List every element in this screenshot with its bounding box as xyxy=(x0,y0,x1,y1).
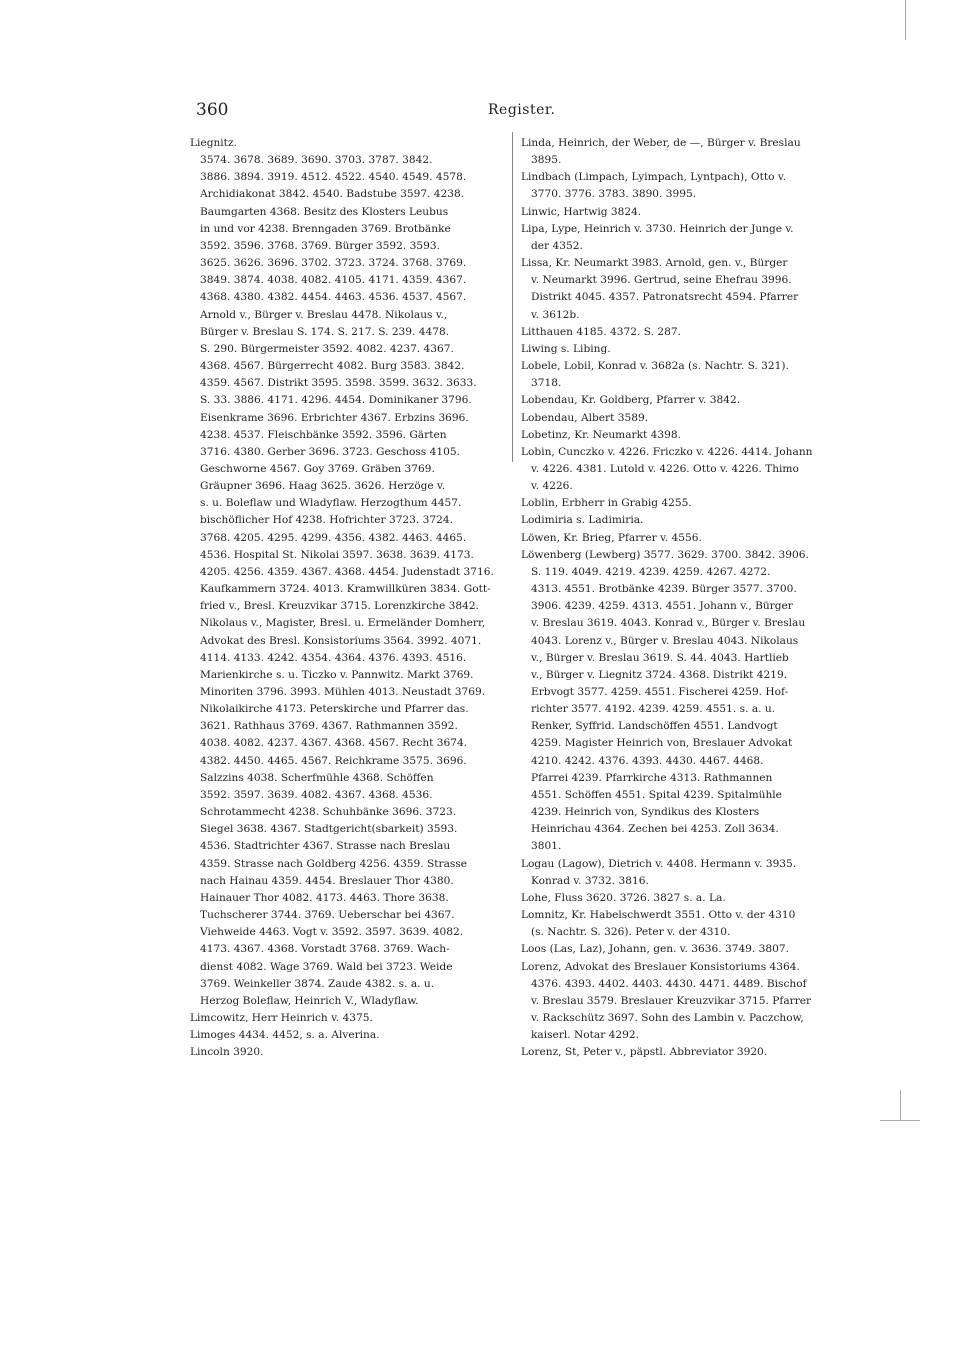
entry-continuation: Advokat des Bresl. Konsistoriums 3564. 3992. 4071. xyxy=(200,634,482,647)
entry-continuation: 3592. 3596. 3768. 3769. Bürger 3592. 3593. xyxy=(200,239,440,252)
entry-continuation: Geschworne 4567. Goy 3769. Gräben 3769. xyxy=(200,462,435,475)
index-entry xyxy=(521,169,841,203)
entry-continuation: 4043. Lorenz v., Bürger v. Breslau 4043. Nikolaus xyxy=(531,634,799,647)
index-entry xyxy=(521,907,841,941)
entry-continuation: 4238. 4537. Fleischbänke 3592. 3596. Gärten xyxy=(200,428,447,441)
entry-continuation: 3770. 3776. 3783. 3890. 3995. xyxy=(531,188,697,201)
entry-headline: Liwing s. Libing. xyxy=(521,342,611,355)
left-column xyxy=(190,135,506,1061)
index-entry xyxy=(521,427,841,444)
entry-continuation: kaiserl. Notar 4292. xyxy=(531,1029,639,1042)
entry-continuation: 3849. 3874. 4038. 4082. 4105. 4171. 4359. 4367. xyxy=(200,274,467,287)
index-entry xyxy=(190,1010,506,1027)
entry-continuation: Kaufkammern 3724. 4013. Kramwillküren 3834. Gott- xyxy=(200,583,491,596)
entry-continuation: Gräupner 3696. Haag 3625. 3626. Herzöge v. xyxy=(200,480,446,493)
entry-continuation: Pfarrei 4239. Pfarrkirche 4313. Rathmannen xyxy=(531,771,773,784)
entry-continuation: fried v., Bresl. Kreuzvikar 3715. Lorenzkirche 3842. xyxy=(200,600,479,613)
index-entry xyxy=(521,856,841,890)
entry-headline: Lincoln 3920. xyxy=(190,1046,264,1059)
entry-continuation: Erbvogt 3577. 4259. 4551. Fischerei 4259. Hof- xyxy=(531,686,789,698)
entry-continuation: Distrikt 4045. 4357. Patronatsrecht 4594. Pfarrer xyxy=(531,291,799,304)
entry-headline: Liegnitz. xyxy=(190,137,237,149)
entry-continuation: Schrotammecht 4238. Schuhbänke 3696. 3723. xyxy=(200,806,457,819)
entry-headline: Limcowitz, Herr Heinrich v. 4375. xyxy=(190,1011,373,1024)
entry-continuation: v. 4226. xyxy=(531,480,573,493)
entry-continuation: S. 33. 3886. 4171. 4296. 4454. Dominikaner 3796. xyxy=(200,394,472,407)
entry-continuation: 3769. Weinkeller 3874. Zaude 4382. s. a. u. xyxy=(200,977,435,990)
entry-continuation: v., Bürger v. Liegnitz 3724. 4368. Distrikt 4219. xyxy=(531,668,788,681)
entry-headline: Lorenz, St, Peter v., päpstl. Abbreviator 3920. xyxy=(521,1046,768,1059)
entry-headline: Lorenz, Advokat des Breslauer Konsistoriums 4364. xyxy=(521,960,800,973)
entry-continuation: 4210. 4242. 4376. 4393. 4430. 4467. 4468. xyxy=(531,754,764,767)
index-entry xyxy=(521,444,841,495)
scan-speck xyxy=(900,1090,901,1120)
entry-continuation: Renker, Syffrid. Landschöffen 4551. Landvogt xyxy=(531,720,778,733)
entry-continuation: 3716. 4380. Gerber 3696. 3723. Geschoss 4105. xyxy=(200,445,460,458)
entry-headline: Lobendau, Kr. Goldberg, Pfarrer v. 3842. xyxy=(521,394,741,407)
scan-speck xyxy=(880,1120,920,1121)
entry-continuation: 4551. Schöffen 4551. Spital 4239. Spitalmühle xyxy=(531,788,782,801)
entry-headline: Lohe, Fluss 3620. 3726. 3827 s. a. La. xyxy=(521,891,726,904)
entry-continuation: 4536. Stadtrichter 4367. Strasse nach Breslau xyxy=(200,840,451,853)
index-entry xyxy=(521,530,841,547)
running-head: Register. xyxy=(488,102,556,118)
entry-continuation: 4114. 4133. 4242. 4354. 4364. 4376. 4393. 4516. xyxy=(200,651,467,664)
entry-headline: Linda, Heinrich, der Weber, de —, Bürger v. Breslau xyxy=(521,137,801,149)
entry-continuation: 4239. Heinrich von, Syndikus des Klosters xyxy=(531,806,760,819)
entry-continuation: v. Neumarkt 3996. Gertrud, seine Ehefrau 3996. xyxy=(531,274,792,287)
entry-continuation: 3574. 3678. 3689. 3690. 3703. 3787. 3842. xyxy=(200,154,433,167)
entry-continuation: 3621. Rathhaus 3769. 4367. Rathmannen 3592. xyxy=(200,720,458,733)
entry-continuation: 3592. 3597. 3639. 4082. 4367. 4368. 4536. xyxy=(200,788,433,801)
entry-headline: Lobendau, Albert 3589. xyxy=(521,411,649,424)
entry-continuation: 4359. 4567. Distrikt 3595. 3598. 3599. 3632. 3633. xyxy=(200,377,477,390)
entry-continuation: v., Bürger v. Breslau 3619. S. 44. 4043. Hartlieb xyxy=(531,651,789,664)
entry-headline: Litthauen 4185. 4372. S. 287. xyxy=(521,325,681,338)
entry-headline: Lindbach (Limpach, Lyimpach, Lyntpach), Otto v. xyxy=(521,171,786,184)
entry-continuation: 4368. 4567. Bürgerrecht 4082. Burg 3583. 3842. xyxy=(200,360,465,373)
entry-continuation: v. Breslau 3579. Breslauer Kreuzvikar 3715. Pfarrer xyxy=(531,994,812,1007)
index-entry xyxy=(521,392,841,409)
entry-continuation: 4382. 4450. 4465. 4567. Reichkrame 3575. 3696. xyxy=(200,754,467,767)
entry-headline: Loblin, Erbherr in Grabig 4255. xyxy=(521,497,692,510)
right-column xyxy=(521,135,841,1061)
entry-headline: Lobele, Lobil, Konrad v. 3682a (s. Nachtr. S. 321). xyxy=(521,360,789,373)
entry-continuation: in und vor 4238. Brenngaden 3769. Brotbänke xyxy=(200,222,451,235)
entry-headline: Lipa, Lype, Heinrich v. 3730. Heinrich der Junge v. xyxy=(521,222,794,235)
index-entry xyxy=(521,358,841,392)
entry-headline: Limoges 4434. 4452, s. a. Alverina. xyxy=(190,1029,380,1042)
entry-continuation: 4259. Magister Heinrich von, Breslauer Advokat xyxy=(531,737,793,750)
entry-continuation: Bürger v. Breslau S. 174. S. 217. S. 239. 4478. xyxy=(200,325,450,338)
entry-continuation: Tuchscherer 3744. 3769. Ueberschar bei 4367. xyxy=(200,909,455,922)
entry-continuation: 4368. 4380. 4382. 4454. 4463. 4536. 4537. 4567. xyxy=(200,291,467,304)
index-entry xyxy=(190,1027,506,1044)
entry-continuation: 3718. xyxy=(531,377,562,390)
entry-continuation: 4536. Hospital St. Nikolai 3597. 3638. 3639. 4173. xyxy=(200,548,474,561)
index-entry xyxy=(521,890,841,907)
entry-continuation: Heinrichau 4364. Zechen bei 4253. Zoll 3634. xyxy=(531,823,779,836)
index-entry xyxy=(521,495,841,512)
index-entry xyxy=(521,221,841,255)
entry-continuation: 3801. xyxy=(531,840,562,853)
entry-continuation: Archidiakonat 3842. 4540. Badstube 3597. 4238. xyxy=(200,188,465,201)
index-entry xyxy=(521,410,841,427)
entry-continuation: Siegel 3638. 4367. Stadtgericht(sbarkeit) 3593. xyxy=(200,823,458,836)
entry-continuation: 3886. 3894. 3919. 4512. 4522. 4540. 4549. 4578. xyxy=(200,171,467,184)
entry-continuation: Minoriten 3796. 3993. Mühlen 4013. Neustadt 3769. xyxy=(200,686,486,698)
entry-continuation: S. 290. Bürgermeister 3592. 4082. 4237. 4367. xyxy=(200,342,454,355)
entry-headline: Lodimiria s. Ladimiria. xyxy=(521,514,644,527)
entry-continuation: s. u. Boleflaw und Wladyflaw. Herzogthum 4457. xyxy=(200,497,462,510)
entry-headline: Löwenberg (Lewberg) 3577. 3629. 3700. 3842. 3906. xyxy=(521,548,809,561)
entry-continuation: 3895. xyxy=(531,154,562,167)
entry-continuation: 4038. 4082. 4237. 4367. 4368. 4567. Recht 3674. xyxy=(200,737,468,750)
index-entry xyxy=(521,341,841,358)
entry-headline: Logau (Lagow), Dietrich v. 4408. Hermann v. 3935. xyxy=(521,857,797,870)
entry-continuation: 4313. 4551. Brotbänke 4239. Bürger 3577. 3700. xyxy=(531,583,797,596)
entry-headline: Lobin, Cunczko v. 4226. Friczko v. 4226. 4414. Johann xyxy=(521,445,813,458)
entry-headline: Linwic, Hartwig 3824. xyxy=(521,205,642,218)
entry-continuation: Salzzins 4038. Scherfmühle 4368. Schöffen xyxy=(200,771,434,784)
column-divider xyxy=(512,132,513,462)
entry-continuation: Konrad v. 3732. 3816. xyxy=(531,874,649,887)
page-number: 360 xyxy=(196,100,229,120)
index-entry xyxy=(521,959,841,1045)
entry-continuation: 4205. 4256. 4359. 4367. 4368. 4454. Judenstadt 3716. xyxy=(200,565,494,578)
entry-continuation: Herzog Boleflaw, Heinrich V., Wladyflaw. xyxy=(200,994,419,1007)
entry-continuation: Nikolaus v., Magister, Bresl. u. Ermeländer Domherr, xyxy=(200,617,486,630)
entry-headline: Lomnitz, Kr. Habelschwerdt 3551. Otto v. der 4310 xyxy=(521,909,796,922)
index-entry xyxy=(521,547,841,856)
index-entry xyxy=(521,941,841,958)
entry-continuation: 4173. 4367. 4368. Vorstadt 3768. 3769. Wach- xyxy=(200,943,450,956)
scan-speck xyxy=(905,0,906,40)
entry-continuation: Baumgarten 4368. Besitz des Klosters Leubus xyxy=(200,205,449,218)
entry-continuation: der 4352. xyxy=(531,239,583,252)
index-entry xyxy=(190,135,506,1010)
entry-continuation: v. Rackschütz 3697. Sohn des Lambin v. Paczchow, xyxy=(531,1011,804,1024)
entry-continuation: richter 3577. 4192. 4239. 4259. 4551. s. a. u. xyxy=(531,703,776,716)
index-entry xyxy=(521,135,841,169)
entry-continuation: 4359. Strasse nach Goldberg 4256. 4359. Strasse xyxy=(200,857,468,870)
entry-continuation: 3906. 4239. 4259. 4313. 4551. Johann v., Bürger xyxy=(531,600,793,613)
entry-continuation: Hainauer Thor 4082. 4173. 4463. Thore 3638. xyxy=(200,891,449,904)
entry-continuation: 4376. 4393. 4402. 4403. 4430. 4471. 4489. Bischof xyxy=(531,977,807,990)
entry-continuation: v. 3612b. xyxy=(531,308,580,321)
index-entry xyxy=(521,255,841,324)
index-entry xyxy=(190,1044,506,1061)
entry-continuation: (s. Nachtr. S. 326). Peter v. der 4310. xyxy=(531,926,731,939)
index-entry xyxy=(521,324,841,341)
entry-headline: Lissa, Kr. Neumarkt 3983. Arnold, gen. v., Bürger xyxy=(521,257,788,270)
index-entry xyxy=(521,204,841,221)
entry-continuation: Arnold v., Bürger v. Breslau 4478. Nikolaus v., xyxy=(200,308,448,321)
entry-headline: Lobetinz, Kr. Neumarkt 4398. xyxy=(521,428,681,441)
entry-continuation: 3768. 4205. 4295. 4299. 4356. 4382. 4463. 4465. xyxy=(200,531,467,544)
entry-continuation: Viehweide 4463. Vogt v. 3592. 3597. 3639. 4082. xyxy=(200,926,464,939)
entry-headline: Löwen, Kr. Brieg, Pfarrer v. 4556. xyxy=(521,531,702,544)
entry-continuation: Nikolaikirche 4173. Peterskirche und Pfarrer das. xyxy=(200,703,469,716)
entry-continuation: dienst 4082. Wage 3769. Wald bei 3723. Weide xyxy=(200,960,453,973)
index-entry xyxy=(521,512,841,529)
entry-headline: Loos (Las, Laz), Johann, gen. v. 3636. 3749. 3807. xyxy=(521,943,789,956)
entry-continuation: bischöflicher Hof 4238. Hofrichter 3723. 3724. xyxy=(200,514,453,527)
entry-continuation: Marienkirche s. u. Ticzko v. Pannwitz. Markt 3769. xyxy=(200,668,474,681)
entry-continuation: Eisenkrame 3696. Erbrichter 4367. Erbzins 3696. xyxy=(200,411,469,424)
entry-continuation: nach Hainau 4359. 4454. Breslauer Thor 4380. xyxy=(200,874,454,887)
entry-continuation: v. Breslau 3619. 4043. Konrad v., Bürger v. Breslau xyxy=(531,617,806,630)
index-entry xyxy=(521,1044,841,1061)
entry-continuation: S. 119. 4049. 4219. 4239. 4259. 4267. 4272. xyxy=(531,565,771,578)
entry-continuation: 3625. 3626. 3696. 3702. 3723. 3724. 3768. 3769. xyxy=(200,257,467,270)
entry-continuation: v. 4226. 4381. Lutold v. 4226. Otto v. 4226. Thimo xyxy=(531,462,799,475)
